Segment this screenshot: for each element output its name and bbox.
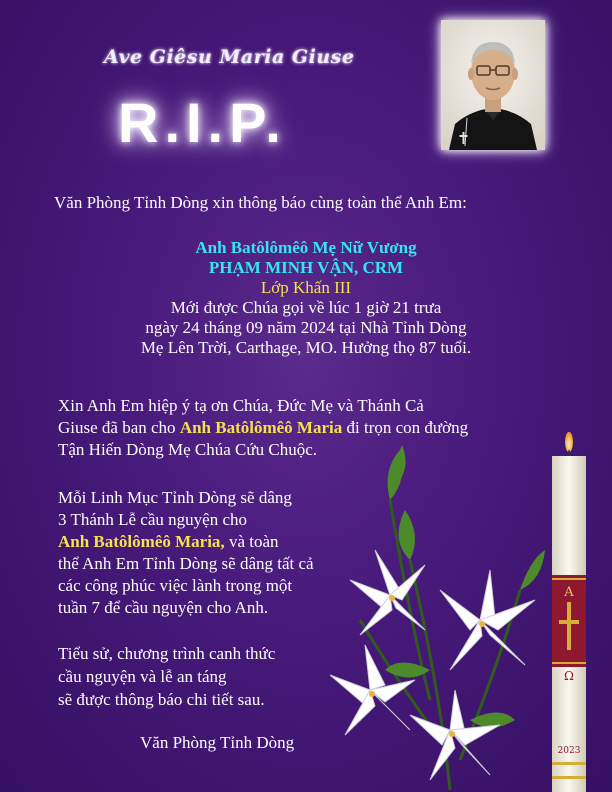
para2-line-2-pre: Giuse đã ban cho xyxy=(58,418,180,437)
biography-paragraph xyxy=(58,642,358,711)
religious-name: Anh Batôlômêô Mẹ Nữ Vương xyxy=(195,238,417,257)
para3-line-3-post: và toàn xyxy=(224,532,279,551)
para4-line-1: Tiểu sử, chương trình canh thức xyxy=(58,644,276,663)
lily-flowers-image xyxy=(330,440,550,792)
paschal-candle-image xyxy=(536,430,592,792)
para3-line-4: thể Anh Em Tỉnh Dòng sẽ dâng tất cả xyxy=(58,554,314,573)
para3-line-6: tuần 7 để cầu nguyện cho Anh. xyxy=(58,598,269,617)
deceased-info xyxy=(0,238,612,358)
announcement-line: Văn Phòng Tỉnh Dòng xin thông báo cùng toàn thể Anh Em: xyxy=(54,193,467,212)
highlighted-name: Anh Batôlômêô Maria, xyxy=(58,532,225,551)
portrait-photo xyxy=(441,20,545,150)
death-line-2: ngày 24 tháng 09 năm 2024 tại Nhà Tỉnh Dòng xyxy=(145,318,467,337)
para2-line-1: Xin Anh Em hiệp ý tạ ơn Chúa, Đức Mẹ và Thánh Cả xyxy=(58,396,424,415)
death-line-3: Mẹ Lên Trời, Carthage, MO. Hưởng thọ 87 tuổi. xyxy=(140,338,472,357)
para3-line-5: các công phúc việc lành trong một xyxy=(58,576,293,595)
candle-omega: Ω xyxy=(564,669,574,683)
para3-line-2: 3 Thánh Lễ cầu nguyện cho xyxy=(58,510,247,529)
highlighted-name: Anh Batôlômêô Maria xyxy=(179,418,343,437)
candle-year: 2023 xyxy=(557,746,581,756)
para4-line-2: cầu nguyện và lễ an táng xyxy=(58,667,227,686)
death-line-1: Mới được Chúa gọi về lúc 1 giờ 21 trưa xyxy=(170,298,442,317)
para4-line-3: sẽ được thông báo chi tiết sau. xyxy=(58,690,265,709)
vow-class: Lớp Khấn III xyxy=(260,278,352,297)
para2-line-2 xyxy=(58,417,558,439)
full-name: PHẠM MINH VẬN, CRM xyxy=(208,258,404,277)
signature: Văn Phòng Tỉnh Dòng xyxy=(140,733,295,752)
para2-line-2-post: đi trọn con đường xyxy=(342,418,469,437)
para2-line-3: Tận Hiến Dòng Mẹ Chúa Cứu Chuộc. xyxy=(58,440,317,459)
candle-alpha: A xyxy=(564,585,574,600)
rip-heading: R.I.P. xyxy=(118,91,287,154)
ave-heading: Ave Giêsu Maria Giuse xyxy=(104,46,355,68)
para3-line-1: Mỗi Linh Mục Tỉnh Dòng sẽ dâng xyxy=(58,488,292,507)
